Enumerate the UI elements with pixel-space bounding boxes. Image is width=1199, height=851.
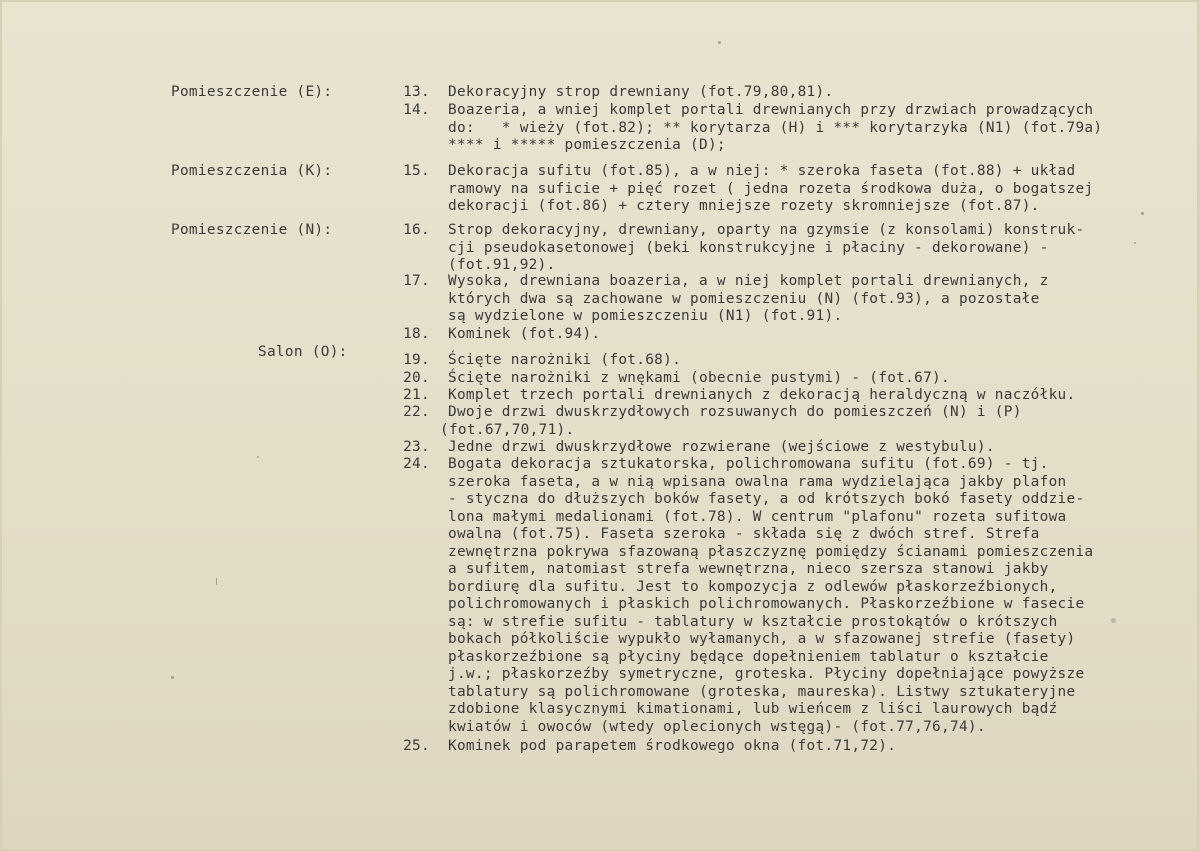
item-text-line: są wydzielone w pomieszczeniu (N1) (fot.91).	[448, 308, 843, 324]
item-text-line: polichromowanych i płaskich polichromowanych. Płaskorzeźbione w fasecie	[448, 596, 1085, 612]
item-number: 13.	[403, 84, 430, 100]
section-label: Pomieszczenie (E):	[171, 84, 333, 100]
paper-speck	[1141, 212, 1144, 215]
paper-speck	[257, 456, 259, 458]
item-text-line: Ścięte narożniki z wnękami (obecnie pustymi) - (fot.67).	[448, 370, 950, 386]
section-label: Pomieszczenie (N):	[171, 222, 333, 238]
item-number: 22.	[403, 404, 430, 420]
item-text-line: Bogata dekoracja sztukatorska, polichromowana sufitu (fot.69) - tj.	[448, 456, 1049, 472]
item-text-line: Dekoracja sufitu (fot.85), a w niej: * szeroka faseta (fot.88) + układ	[448, 163, 1076, 179]
item-text-line: Ścięte narożniki (fot.68).	[448, 352, 682, 368]
item-text-line: Boazeria, a wniej komplet portali drewnianych przy drzwiach prowadzących	[448, 102, 1094, 118]
item-text-line: Kominek pod parapetem środkowego okna (fot.71,72).	[448, 738, 897, 754]
item-text-line: Strop dekoracyjny, drewniany, oparty na gzymsie (z konsolami) konstruk-	[448, 222, 1085, 238]
item-number: 17.	[403, 273, 430, 289]
item-text-line: kwiatów i owoców (wtedy oplecionych wstęgą)- (fot.77,76,74).	[448, 718, 986, 735]
item-text-line: płaskorzeźbione są płyciny będące dopełnieniem tablatur o kształcie	[448, 648, 1049, 665]
item-text-line: zdobione klasycznymi kimationami, lub wieńcem z liści laurowych bądź	[448, 701, 1058, 717]
item-number: 19.	[403, 352, 430, 368]
item-text-line: do: * wieży (fot.82); ** korytarza (H) i *** korytarzyka (N1) (fot.79a)	[448, 119, 1103, 136]
item-text-line: **** i ***** pomieszczenia (D);	[448, 137, 726, 153]
item-number: 23.	[403, 439, 430, 455]
section-label: Salon (O):	[258, 344, 348, 360]
item-number: 15.	[403, 163, 430, 179]
item-number: 21.	[403, 387, 430, 403]
item-text-line: lona małymi medalionami (fot.78). W centrum "plafonu" rozeta sufitowa	[448, 508, 1067, 525]
item-text-line: cji pseudokasetonowej (beki konstrukcyjne i płaciny - dekorowane) -	[448, 239, 1049, 256]
item-text-line: bordiurę dla sufitu. Jest to kompozycja z odlewów płaskorzeźbionych,	[448, 578, 1058, 595]
item-number: 25.	[403, 738, 430, 754]
item-text-line: Komplet trzech portali drewnianych z dekoracją heraldyczną w naczółku.	[448, 387, 1076, 403]
item-text-line: Wysoka, drewniana boazeria, a w niej komplet portali drewnianych, z	[448, 273, 1049, 289]
section-label: Pomieszczenia (K):	[171, 163, 333, 179]
item-number: 14.	[403, 102, 430, 118]
item-text-line: dekoracji (fot.86) + cztery mniejsze rozety skromniejsze (fot.87).	[448, 198, 1040, 214]
item-text-line: których dwa są zachowane w pomieszczeniu (N) (fot.93), a pozostałe	[448, 290, 1040, 307]
item-text-line: (fot.67,70,71).	[440, 421, 575, 438]
item-text-line: owalna (fot.75). Faseta szeroka - składa się z dwóch stref. Strefa	[448, 526, 1040, 542]
item-text-line: szeroka faseta, a w nią wpisana owalna rama wydzielająca jakby plafon	[448, 473, 1067, 490]
paper-speck	[1111, 618, 1116, 623]
paper-speck	[718, 41, 721, 44]
paper-speck	[216, 578, 217, 585]
item-text-line: (fot.91,92).	[448, 257, 556, 273]
item-number: 16.	[403, 222, 430, 238]
item-text-line: zewnętrzna pokrywa sfazowaną płaszczyznę pomiędzy ścianami pomieszczenia	[448, 543, 1094, 560]
item-text-line: bokach półkoliście wypukło wyłamanych, a w sfazowanej strefie (fasety)	[448, 631, 1076, 647]
paper-speck	[171, 676, 174, 679]
item-text-line: a sufitem, natomiast strefa wewnętrzna, nieco szersza stanowi jakby	[448, 561, 1049, 577]
paper-speck	[1134, 242, 1136, 244]
item-number: 20.	[403, 370, 430, 386]
item-text-line: - styczna do dłuższych boków fasety, a od krótszych bokó fasety oddzie-	[448, 491, 1085, 507]
item-text-line: są: w strefie sufitu - tablatury w kształcie prostokątów o krótszych	[448, 613, 1058, 630]
item-number: 24.	[403, 456, 430, 472]
item-text-line: tablatury są polichromowane (groteska, maureska). Listwy sztukateryjne	[448, 683, 1076, 700]
item-text-line: Jedne drzwi dwuskrzydłowe rozwierane (wejściowe z westybulu).	[448, 439, 995, 455]
item-text-line: j.w.; płaskorzeźby symetryczne, groteska. Płyciny dopełniające powyższe	[448, 666, 1085, 682]
item-number: 18.	[403, 326, 430, 342]
item-text-line: Dwoje drzwi dwuskrzydłowych rozsuwanych do pomieszczeń (N) i (P)	[448, 404, 1022, 420]
item-text-line: ramowy na suficie + pięć rozet ( jedna rozeta środkowa duża, o bogatszej	[448, 180, 1094, 197]
item-text-line: Kominek (fot.94).	[448, 326, 601, 342]
item-text-line: Dekoracyjny strop drewniany (fot.79,80,81).	[448, 84, 834, 100]
